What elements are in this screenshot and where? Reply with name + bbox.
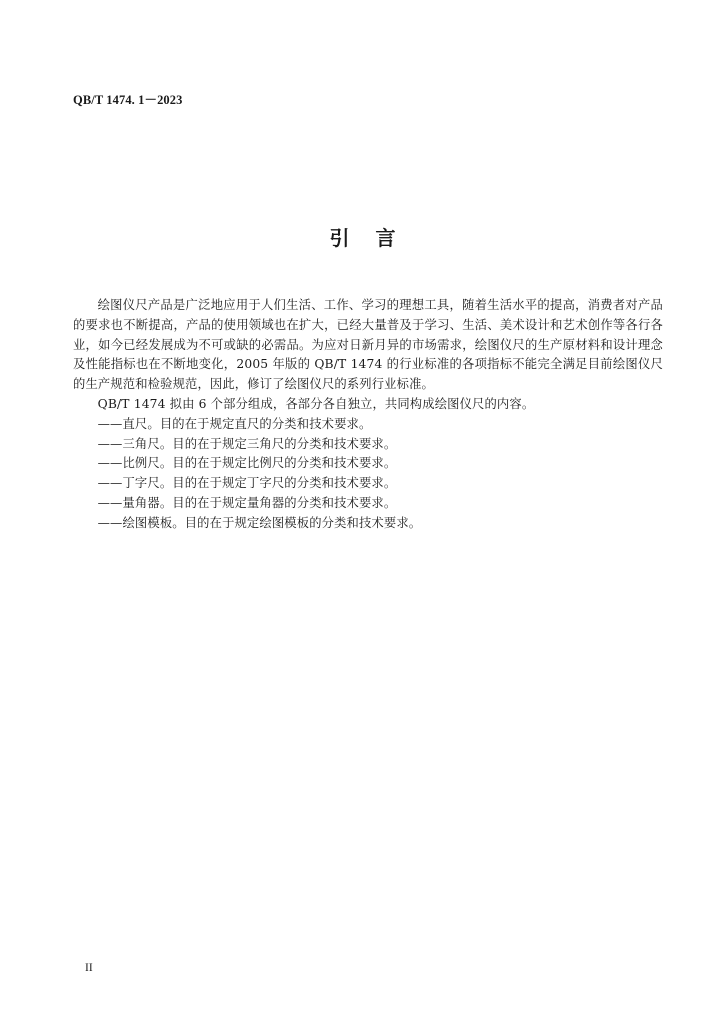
parts-list: [73, 415, 663, 534]
intro-paragraph-2: QB/T 1474 拟由 6 个部分组成，各部分各自独立，共同构成绘图仪尺的内容。: [97, 396, 535, 411]
introduction-body: [73, 296, 663, 534]
page-number: II: [85, 962, 93, 974]
document-code-header: QB/T 1474. 1－2023: [73, 93, 183, 107]
list-item: ——绘图模板。目的在于规定绘图模板的分类和技术要求。: [97, 515, 422, 530]
section-title: 引言: [329, 226, 422, 250]
list-item: ——三角尺。目的在于规定三角尺的分类和技术要求。: [97, 436, 397, 451]
intro-paragraph-1: 绘图仪尺产品是广泛地应用于人们生活、工作、学习的理想工具，随着生活水平的提高，消费者对产品的要求也不断提高，产品的使用领域也在扩大，已经大量普及于学习、生活、美术设计和艺术创作等各行各业，如今已经发展成为不可或缺的必需品。为应对日新月异的市场需求，绘图仪尺的生产原材料和设计理念及性能指标也在不断地变化，2005 年版的 QB/T 1474 的行业标准的各项指标不能完全满足目前绘图仪尺的生产规范和检验规范，因此，修订了绘图仪尺的系列行业标准。: [73, 298, 663, 392]
list-item: ——量角器。目的在于规定量角器的分类和技术要求。: [97, 495, 397, 510]
list-item: ——丁字尺。目的在于规定丁字尺的分类和技术要求。: [97, 476, 397, 491]
list-item: ——直尺。目的在于规定直尺的分类和技术要求。: [97, 416, 372, 431]
list-item: ——比例尺。目的在于规定比例尺的分类和技术要求。: [97, 456, 397, 471]
